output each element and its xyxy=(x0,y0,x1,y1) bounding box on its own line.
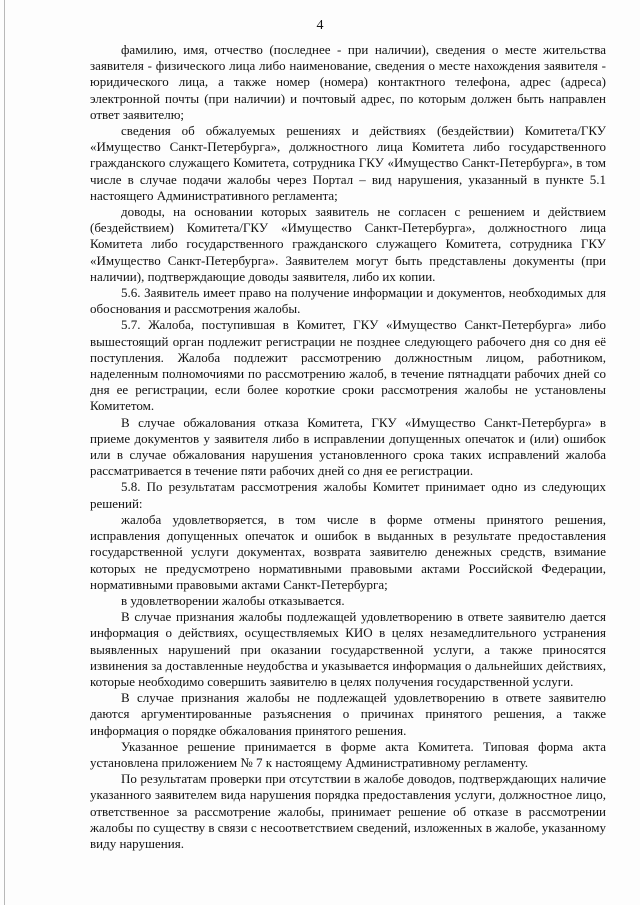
paragraph: сведения об обжалуемых решениях и действиях (бездействии) Комитета/ГКУ «Имущество Санкт-Петербурга», должностного лица Комитета либо государственного гражданского служащего Комитета, сотрудника ГКУ «Имущество Санкт-Петербурга», в том числе в случае подачи жалобы через Портал – вид нарушения, указанный в пункте 5.1 настоящего Административного регламента; xyxy=(90,123,606,203)
paragraph: В случае признания жалобы подлежащей удовлетворению в ответе заявителю дается информация о действиях, осуществляемых КИО в целях незамедлительного устранения выявленных нарушений при оказании государственной услуги, а также приносятся извинения за доставленные неудобства и указывается информация о дальнейших действиях, которые необходимо совершить заявителю в целях получения государственной услуги. xyxy=(90,609,606,689)
paragraph: фамилию, имя, отчество (последнее - при наличии), сведения о месте жительства заявителя - физического лица либо наименование, сведения о месте нахождения заявителя - юридического лица, а также номер (номера) контактного телефона, адрес (адреса) электронной почты (при наличии) и почтовый адрес, по которым должен быть направлен ответ заявителю; xyxy=(90,42,606,122)
paragraph: жалоба удовлетворяется, в том числе в форме отмены принятого решения, исправления допущенных опечаток и ошибок в выданных в результате предоставления государственной услуги документах, возврата заявителю денежных средств, взимание которых не предусмотрено нормативными правовыми актами Российской Федерации, нормативными правовыми актами Санкт-Петербурга; xyxy=(90,511,606,592)
paragraph: 5.8. По результатам рассмотрения жалобы Комитет принимает одно из следующих решений: xyxy=(90,479,606,511)
document-body xyxy=(90,42,606,852)
paragraph: По результатам проверки при отсутствии в жалобе доводов, подтверждающих наличие указанного заявителем вида нарушения порядка предоставления услуги, должностное лицо, ответственное за рассмотрение жалобы, принимает решение об отказе в рассмотрении жалобы по существу в связи с несоответствием сведений, изложенных в жалобе, указанному виду нарушения. xyxy=(90,771,606,851)
scan-edge-line xyxy=(4,0,5,905)
paragraph: В случае признания жалобы не подлежащей удовлетворению в ответе заявителю даются аргументированные разъяснения о причинах принятого решения, а также информация о порядке обжалования принятого решения. xyxy=(90,690,606,738)
paragraph: В случае обжалования отказа Комитета, ГКУ «Имущество Санкт-Петербурга» в приеме документов у заявителя либо в исправлении допущенных опечаток и (или) ошибок или в случае обжалования нарушения установленного срока таких исправлений жалоба рассматривается в течение пяти рабочих дней со дня ее регистрации. xyxy=(90,414,606,479)
paragraph: в удовлетворении жалобы отказывается. xyxy=(121,592,345,608)
paragraph: 5.6. Заявитель имеет право на получение информации и документов, необходимых для обоснования и рассмотрения жалобы. xyxy=(90,285,606,317)
paragraph: Указанное решение принимается в форме акта Комитета. Типовая форма акта установлена приложением № 7 к настоящему Административному регламенту. xyxy=(90,738,606,770)
page-number: 4 xyxy=(316,18,324,33)
paragraph: 5.7. Жалоба, поступившая в Комитет, ГКУ «Имущество Санкт-Петербурга» либо вышестоящий орган подлежит регистрации не позднее следующего рабочего дня со дня её поступления. Жалоба подлежит рассмотрению должностным лицом, работником, наделенным полномочиями по рассмотрению жалоб, в течение пятнадцати рабочих дней со дня ее регистрации, если более короткие сроки рассмотрения жалобы не установлены Комитетом. xyxy=(90,317,606,414)
paragraph: доводы, на основании которых заявитель не согласен с решением и действием (бездействием) Комитета/ГКУ «Имущество Санкт-Петербурга», должностного лица Комитета либо государственного гражданского служащего Комитета, сотрудника ГКУ «Имущество Санкт-Петербурга». Заявителем могут быть представлены документы (при наличии), подтверждающие доводы заявителя, либо их копии. xyxy=(90,204,606,284)
